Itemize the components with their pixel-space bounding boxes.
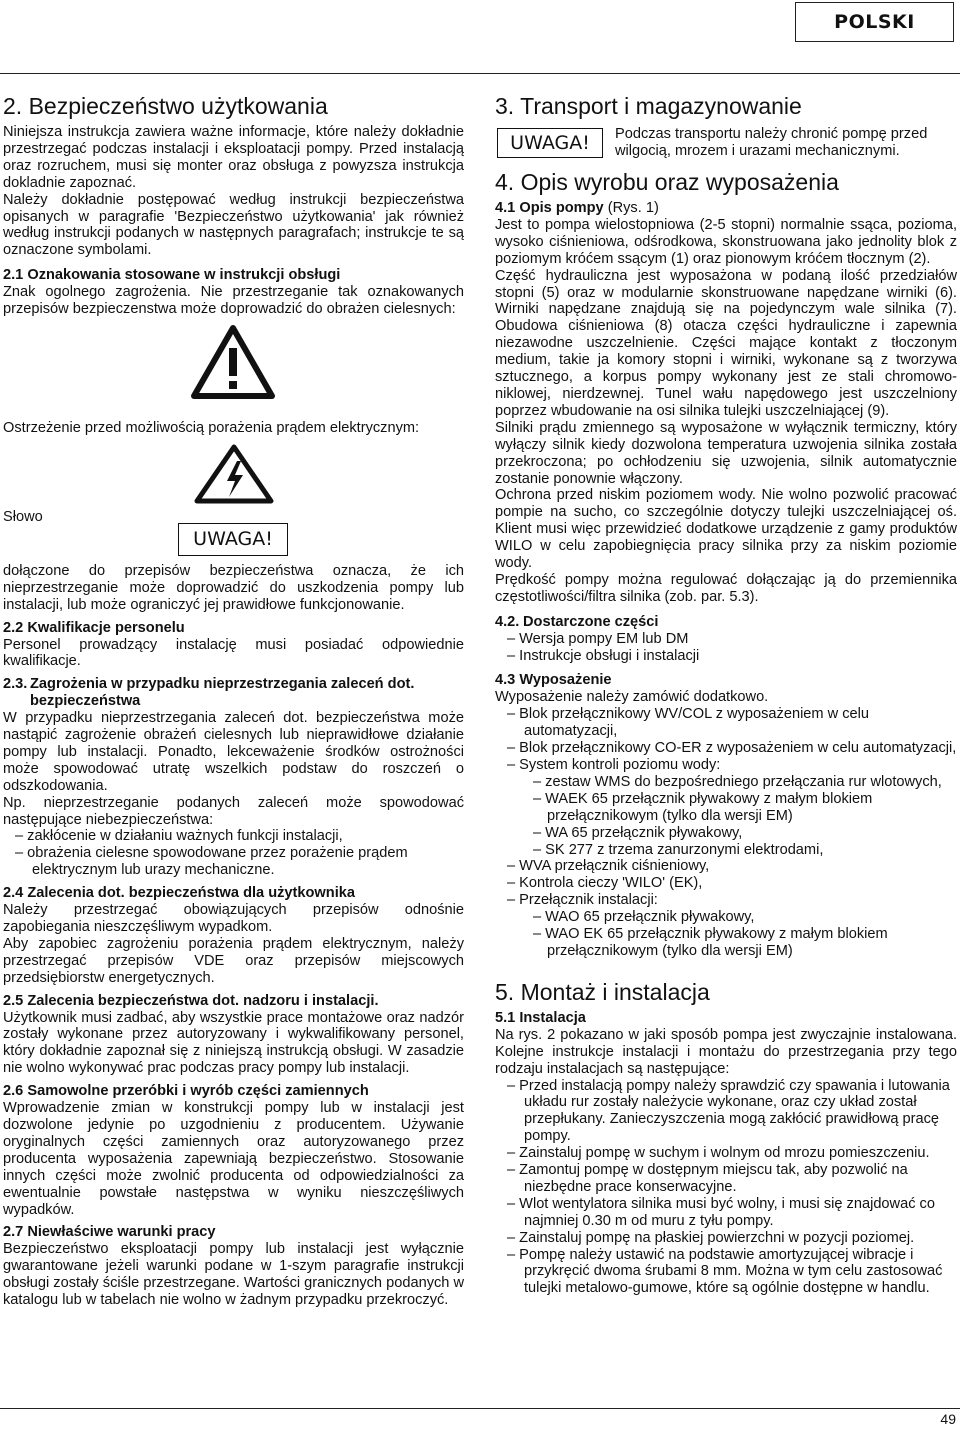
section-5-1-para: Na rys. 2 pokazano w jaki sposób pompa jest zwyczajnie instalowana. Kolejne instrukcje instalacji i montażu do przestrzegania przy tego rodzaju instalacjach są następujące: [495,1026,957,1077]
section-5-title: 5. Montaż i instalacja [495,978,710,1005]
uwaga-notice: UWAGA! [497,128,603,158]
section-2-1-title: 2.1 Oznakowania stosowane w instrukcji obsługi [3,267,341,284]
warning-triangle-icon [190,324,276,400]
section-4-2-title-text: Dostarczone części [523,613,659,630]
list-item: – Blok przełącznikowy WV/COL z wyposażeniem w celu automatyzacji, [507,706,870,740]
uwaga-notice: UWAGA! [178,523,288,556]
list-item: – Kontrola cieczy 'WILO' (EK), [507,875,703,892]
electric-symbol-area [3,437,464,509]
list-item: – Blok przełącznikowy CO-ER z wyposażeniem w celu automatyzacji, [507,740,957,757]
list-subitem: – WAO EK 65 przełącznik pływakowy z małym blokiem przełącznikowym (tylko dla wersji EM) [533,926,888,959]
section-3-title: 3. Transport i magazynowanie [495,93,802,119]
list-item: – zakłócenie w działaniu ważnych funkcji instalacji, [15,828,343,845]
section-2-1-para: Znak ogolnego zagrożenia. Nie przestrzeganie tak oznakowanych przepisów bezpieczenstwa może doprowadzić do obrażen cielesnych: [3,284,464,318]
transport-notice [495,124,957,164]
section-4-1-para-2: Część hydrauliczna jest wyposażona w podaną ilość przedziałów stopni (5) oraz w modularnie skonstruowane napędzane wirniki (6). Wirniki napędzane znajdują się na pojedynczym wale silnika (7). Obudowa ciśnieniowa (8) otacza części hydrauliczne i zapewnia niezawodne uszczelnienie. Części mające kontakt z tłoczonym medium, takie ja komory stopni i wirniki, wykonane są z tworzywa sztucznego, a korpus pompy wykonany jest ze stali chromowo-niklowej, nierdzewnej. Tunel wału napędowego jest uszczelniony poprzez wbudowanie na osi silnika tulejki uszczelniającej (9). [495,267,957,419]
list-item: – Zamontuj pompę w dostępnym miejscu tak, aby pozwolić na niezbędne prace konserwacyjne. [507,1162,908,1195]
list-item: – Przełącznik instalacji: [507,892,658,909]
list-subitem: – zestaw WMS do bezpośredniego przełączania rur wlotowych, [533,773,942,790]
word-label: Słowo [3,508,43,525]
installation-list [495,1078,957,1298]
left-column [3,92,464,1309]
list-item: – System kontroli poziomu wody: [507,757,721,773]
uwaga-description: dołączone do przepisów bezpieczeństwa oznacza, że ich nieprzestrzeganie może doprowadzić do uszkodzenia pompy lub instalacji, lub może ograniczyć jej prawidłowe funkcjonowanie. [3,562,464,613]
delivered-parts-list [495,631,957,665]
section-2-2-title: 2.2 Kwalifikacje personelu [3,619,185,636]
section-2-7-title: 2.7 Niewłaściwe warunki pracy [3,1224,216,1241]
list-item: – Pompę należy ustawić na podstawie amortyzującej wibracje i przykręcić dwoma śrubami 8 mm. Można w tym celu zastosować tulejki metalowo-gumowe, które są ogólnie dostępne w handlu. [507,1246,943,1297]
section-2-2-para: Personel prowadzący instalację musi posiadać odpowiednie kwalifikacje. [3,636,464,670]
list-item: – WVA przełącznik ciśnieniowy, [507,858,710,875]
figure-reference: (Rys. 1) [603,200,659,216]
section-4-3-para: Wyposażenie należy zamówić dodatkowo. [495,689,769,706]
list-subitem: – SK 277 z trzema zanurzonymi elektrodami, [533,841,824,858]
list-subitem: – WAO 65 przełącznik pływakowy, [533,909,755,926]
section-5-1-title: 5.1 Instalacja [495,1009,586,1026]
section-4-1-title-text: 4.1 Opis pompy [495,200,604,216]
section-4-1-para-5: Prędkość pompy można regulować dołączając ją do przemiennika częstotliwości/filtra silnika (zob. par. 5.3). [495,571,957,605]
language-label: POLSKI [795,2,954,42]
section-2-3-title-line2: bezpieczeństwa [30,693,141,710]
list-item: – Wersja pompy EM lub DM [507,630,689,647]
list-item: – Wlot wentylatora silnika musi być wolny, i musi się znajdować co najmniej 0.30 m od muru z tyłu pompy. [507,1195,935,1229]
section-4-1-para-4: Ochrona przed niskim poziomem wody. Nie wolno pozwolić pracować pompie na sucho, co szczególnie dotyczy tulejki uszczelniającej oś. Klient musi więc przewidzieć dodatkowe urządzenie z gamy produktów WILO w celu zapobiegnięcia pracy silnika przy za niskim poziomie wody. [495,487,957,572]
section-2-3-number: 2.3. [3,676,28,693]
list-subitem: – WA 65 przełącznik pływakowy, [533,824,743,841]
list-item: – Zainstaluj pompę na płaskiej powierzchni w pozycji poziomej. [507,1229,915,1246]
section-2-4-para-1: Należy przestrzegać obowiązujących przepisów odnośnie zapobiegania nieszczęśliwym wypadkom. [3,902,464,935]
section-2-3-para-2: Np. nieprzestrzeganie podanych zaleceń może spowodować następujące niebezpieczeństwa: [3,794,464,828]
accessories-list [495,706,957,960]
section-2-4-para-2: Aby zapobiec zagrożeniu porażenia prądem elektrycznym, należy przestrzegać przepisów VDE oraz przepisów miejscowych przedsiębiorstw energetycznych. [3,935,464,986]
section-2-5-para: Użytkownik musi zadbać, aby wszystkie prace montażowe oraz nadzór zostały wykonane przez autoryzowany i wykwalifikowany personel, który dokładnie zapoznał się z niniejszą instrukcją obsługi. W zasadzie nie wolno wykonywać prac podczas pracy pompy lub instalacji. [3,1009,464,1077]
section-2-4-title: 2.4 Zalecenia dot. bezpieczeństwa dla użytkownika [3,885,355,902]
list-item: – Zainstaluj pompę w suchym i wolnym od mrozu pomieszczeniu. [507,1145,930,1162]
footer-rule [0,1408,960,1409]
list-subitem: – WAEK 65 przełącznik pływakowy z małym blokiem przełącznikowym (tylko dla wersji EM) [533,790,873,824]
warning-symbol-area [3,318,464,420]
section-4-1-para-3: Silniki prądu zmiennego są wyposażone w wyłącznik termiczny, który wyłączy silnik kiedy dozwolona temperatura uzwojenia silnika została przekroczona; po ochłodzeniu się uzwojenia, silnik automatycznie zostanie ponownie włączony. [495,419,957,487]
section-2-3-para-1: W przypadku nieprzestrzegania zaleceń dot. bezpieczeństwa może nastąpić zagrożenie obrażeń cielesnych lub nieprawidłowe działanie pompy lub instalacji. Ponadto, lekceważenie środków ostrożności może spowodować utratę wszelkich podstaw do roszczeń o odszkodowania. [3,710,464,794]
section-2-5-title: 2.5 Zalecenia bezpieczeństwa dot. nadzoru i instalacji. [3,992,379,1009]
transport-text: Podczas transportu należy chronić pompę przed wilgocią, mrozem i urazami mechanicznymi. [615,126,928,159]
right-column [495,92,957,1297]
section-2-3-title [3,676,464,710]
high-voltage-icon [191,443,277,505]
section-4-2-title [495,614,957,631]
list-item: – Instrukcje obsługi i instalacji [507,647,700,664]
section-2-para-1: Niniejsza instrukcja zawiera ważne informacje, które należy dokładnie przestrzegać podczas instalacji i eksploatacji pompy. Przed instalacją oraz rozruchem, musi się monter oraz obsługa z powyzsza instrukcja dokladnie zapoznać. [3,124,464,191]
uwaga-row [3,509,464,557]
page-number: 49 [940,1411,956,1427]
section-2-6-para: Wprowadzenie zmian w konstrukcji pompy lub w instalacji jest dozwolone jedynie po uzgodnieniu z producentem. Używanie oryginalnych części zamiennych oraz autoryzowanego przez producenta wyposażenia zapewniają bezpieczeństwo. Stosowanie innych części może zwolnić producenta od odpowiedzialności za ewentualnie powstałe następstwa w wyniku nieszczęśliwych wypadków. [3,1100,464,1218]
section-2-3-list [3,828,464,879]
section-4-3-title: 4.3 Wyposażenie [495,672,612,689]
section-2-7-para: Bezpieczeństwo eksploatacji pompy lub instalacji jest wyłącznie gwarantowane jeżeli warunki podane w 1-szym paragrafie instrukcji obsługi zostały ściśle przestrzegane. Wartości granicznych podanych w katalogu lub w tabelach nie wolno w żadnym przypadku przekroczyć. [3,1241,464,1309]
section-2-6-title: 2.6 Samowolne przeróbki i wyrób części zamiennych [3,1083,369,1100]
section-4-title: 4. Opis wyrobu oraz wyposażenia [495,169,839,195]
electric-warning-text: Ostrzeżenie przed możliwością porażenia prądem elektrycznym: [3,419,420,436]
list-item: – obrażenia cielesne spowodowane przez porażenie prądem elektrycznym lub urazy mechaniczne. [15,845,408,879]
section-2-title: 2. Bezpieczeństwo użytkowania [3,93,328,119]
section-4-2-number: 4.2. [495,613,520,630]
header-rule [0,73,960,74]
section-2-para-2: Należy dokładnie postępować według instrukcji bezpieczeństwa opisanych w paragrafie 'Bezpieczeństwo użytkowania' jak również według instrukcji podanych w następnych paragrafach; instrukcje te są oznaczone symbolami. [3,191,464,259]
section-4-1-title [495,200,957,217]
section-4-1-para-1: Jest to pompa wielostopniowa (2-5 stopni) normalnie ssąca, pozioma, wysoko ciśnieniowa, odśrodkowa, skonstruowana jako jednolity blok z poziomym króćem ssącym (1) oraz pionowym króćem tłocznym (2). [495,216,957,267]
section-2-3-title-line1: Zagrożenia w przypadku nieprzestrzegania zaleceń dot. [30,676,415,693]
list-item: – Przed instalacją pompy należy sprawdzić czy spawania i lutowania układu rur zostały należycie wykonane, oraz czy układ został przepłukany. Zanieczyszczenia mogą zakłócić prawidłową pracę pompy. [507,1077,950,1145]
